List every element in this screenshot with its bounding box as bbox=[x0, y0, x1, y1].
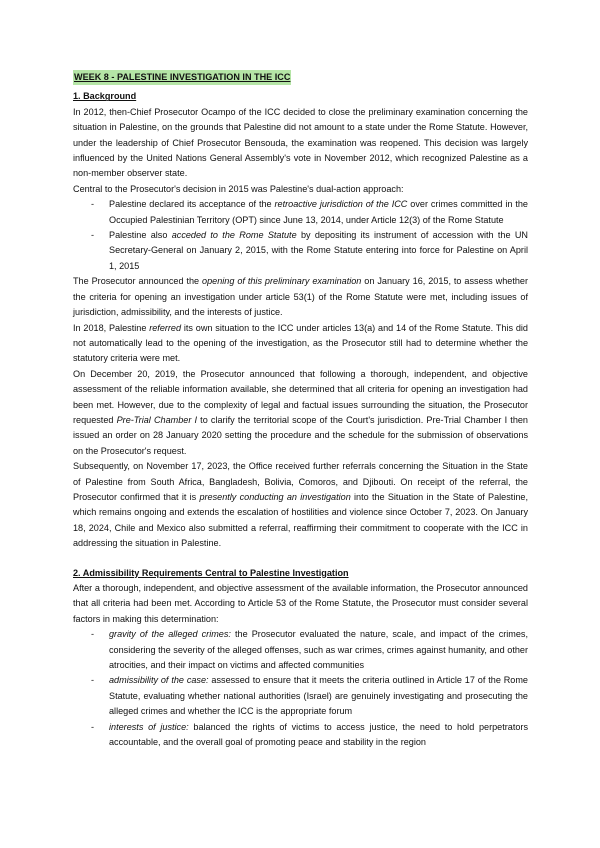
paragraph-dual-action: Central to the Prosecutor's decision in 2015 was Palestine's dual-action approach: bbox=[73, 183, 404, 194]
paragraph-ocampo: In 2012, then-Chief Prosecutor Ocampo of the ICC decided to close the preliminary examination concerning the situation in Palestine, on the grounds that Palestine did not amount to a state under the Rome Statute. However, under the leadership of Chief Prosecutor Bensouda, the examination was reopened. This decision was largely influenced by the United Nations General Assembly's vote in November 2012, which recognized Palestine as a non-member observer state. bbox=[73, 106, 528, 179]
document-page bbox=[73, 70, 528, 750]
section-background bbox=[73, 89, 528, 551]
paragraph-2019-announcement: On December 20, 2019, the Prosecutor announced that following a thorough, independent, and objective assessment of the reliable information available, she determined that all criteria for opening an investigation had been met. However, due to the complexity of legal and factual issues surrounding the situation, the Prosecutor requested Pre-Trial Chamber I to clarify the territorial scope of the Court's jurisdiction. Pre-Trial Chamber I then issued an order on 28 January 2020 setting the procedure and the schedule for the submission of observations on the Prosecutor's request. bbox=[73, 368, 528, 456]
paragraph-preliminary-examination: The Prosecutor announced the opening of this preliminary examination on January 16, 2015, to assess whether the criteria for opening an investigation under article 53(1) of the Rome Statute were met, including issues of jurisdiction, admissibility, and the interests of justice. bbox=[73, 276, 529, 318]
dual-action-list bbox=[73, 197, 528, 274]
list-item: - Palestine declared its acceptance of the retroactive jurisdiction of the ICC over crimes committed in the Occupied Palestinian Territory (OPT) since June 13, 2014, under Article 12(3) of the Rome Statute bbox=[73, 197, 528, 228]
paragraph-referral-2018: In 2018, Palestine referred its own situation to the ICC under articles 13(a) and 14 of the Rome Statute. This did not automatically lead to the opening of the investigation, as the Prosecutor still had to determine whether the statutory criteria were met. bbox=[73, 322, 528, 364]
section-spacer bbox=[73, 552, 528, 566]
criteria-list bbox=[73, 627, 528, 750]
list-item: - admissibility of the case: assessed to ensure that it meets the criteria outlined in Article 17 of the Rome Statute, evaluating whether national authorities (Israel) are genuinely investigating and prosecuting the alleged crimes and whether the ICC is the appropriate forum bbox=[73, 673, 528, 719]
paragraph-2023-referrals: Subsequently, on November 17, 2023, the Office received further referrals concerning the Situation in the State of Palestine from South Africa, Bangladesh, Bolivia, Comoros, and Djibouti. On receipt of the referral, the Prosecutor confirmed that it is presently conducting an investigation into the Situation in the State of Palestine, which remains ongoing and extends the escalation of hostilities and violence since October 7, 2023. On January 18, 2024, Chile and Mexico also submitted a referral, reaffirming their commitment to cooperate with the ICC in addressing the situation in Palestine. bbox=[73, 461, 528, 549]
paragraph-assessment: After a thorough, independent, and objective assessment of the available information, the Prosecutor announced that all criteria had been met. According to Article 53 of the Rome Statute, the Prosecutor must consider several factors in making this determination: bbox=[73, 583, 528, 624]
document-title: WEEK 8 - PALESTINE INVESTIGATION IN THE ICC bbox=[73, 70, 291, 85]
section-heading-background: 1. Background bbox=[73, 91, 137, 102]
section-heading-admissibility: 2. Admissibility Requirements Central to Palestine Investigation bbox=[73, 567, 349, 578]
list-item: - gravity of the alleged crimes: the Prosecutor evaluated the nature, scale, and impact of the crimes, considering the severity of the alleged offenses, such as war crimes, crimes against humanity, and other atrocities, and their impact on victims and affected communities bbox=[73, 627, 528, 673]
section-admissibility bbox=[73, 566, 528, 751]
list-item: - interests of justice: balanced the rights of victims to access justice, the need to hold perpetrators accountable, and the overall goal of promoting peace and stability in the region bbox=[73, 720, 528, 751]
list-item: - Palestine also acceded to the Rome Statute by depositing its instrument of accession with the UN Secretary-General on January 2, 2015, with the Rome Statute entering into force for Palestine on April 1, 2015 bbox=[73, 228, 528, 274]
